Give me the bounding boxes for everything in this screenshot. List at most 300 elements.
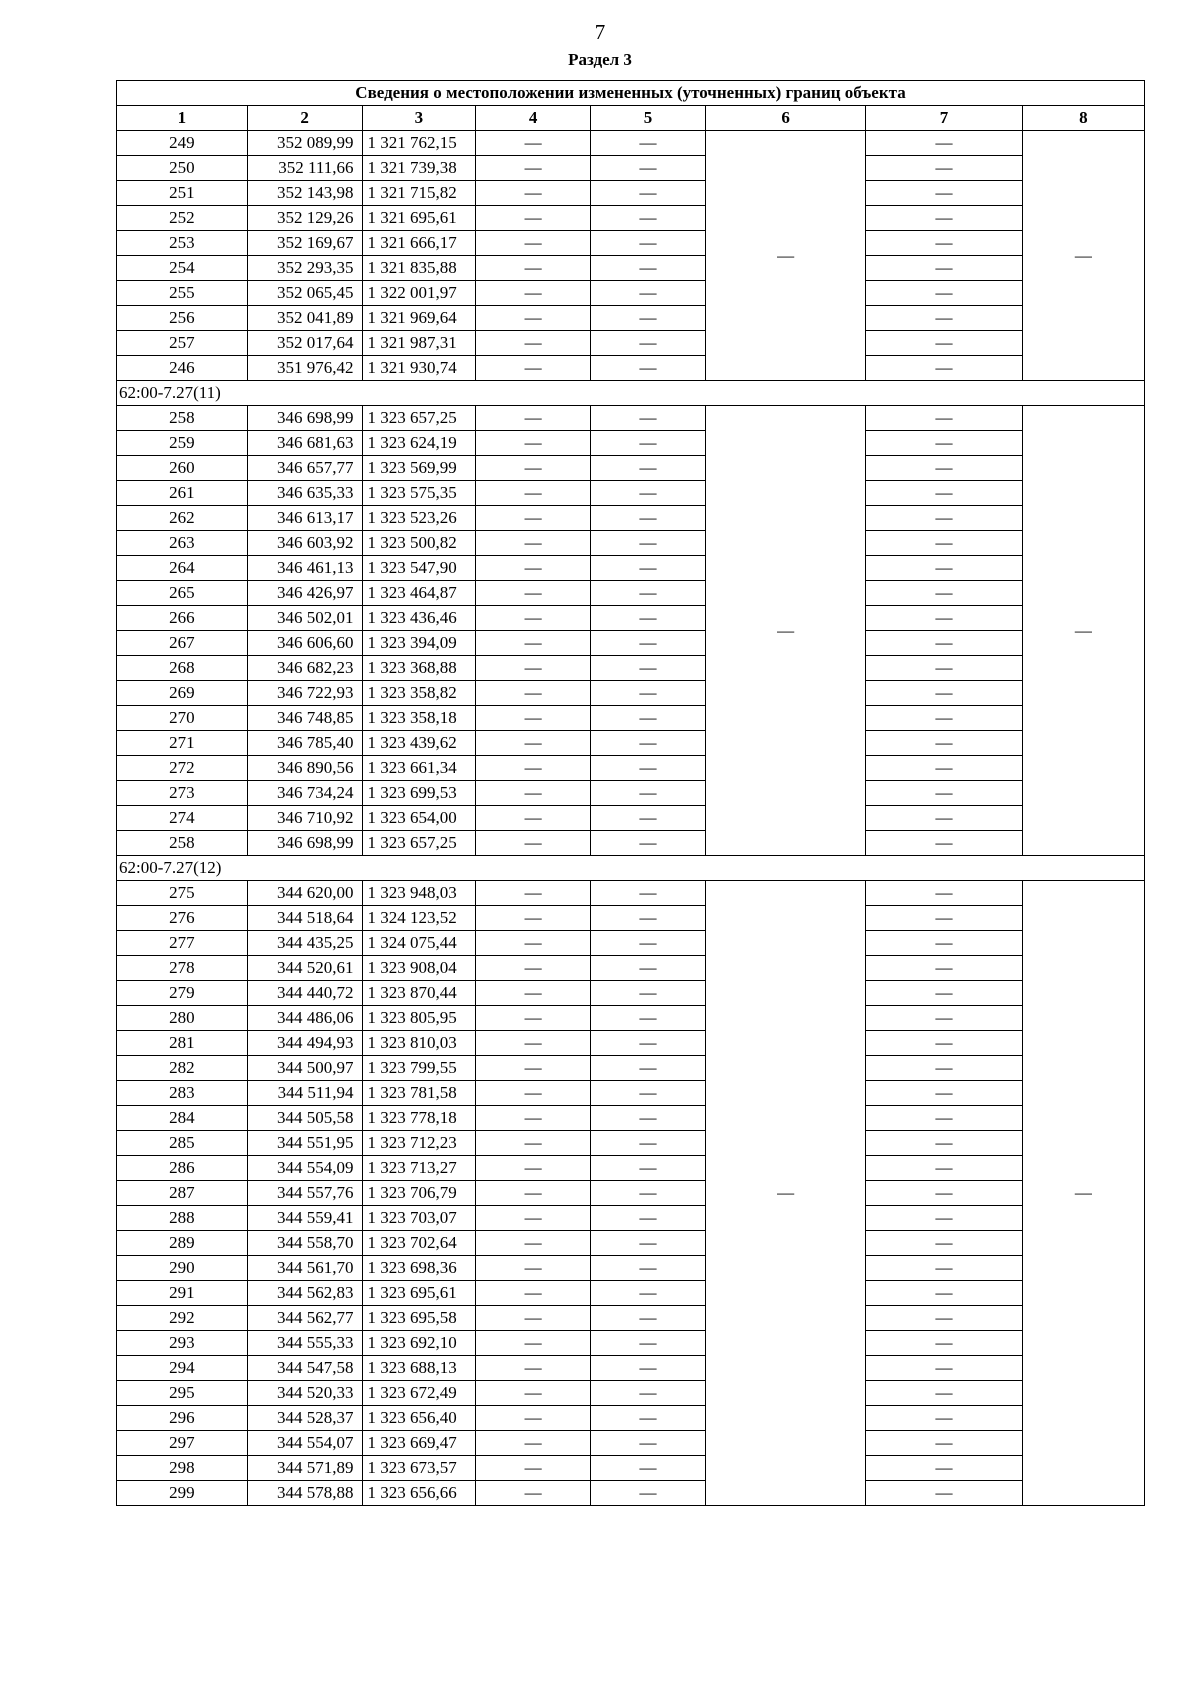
col-7-value: —: [866, 831, 1022, 856]
coordinate-y: 1 323 394,09: [362, 631, 476, 656]
col-4-value: —: [476, 1031, 591, 1056]
coordinate-y: 1 323 368,88: [362, 656, 476, 681]
col-4-value: —: [476, 356, 591, 381]
coordinate-x: 344 561,70: [247, 1256, 362, 1281]
coordinate-x: 346 502,01: [247, 606, 362, 631]
coordinate-x: 344 555,33: [247, 1331, 362, 1356]
col-7-value: —: [866, 1331, 1022, 1356]
col-7-value: —: [866, 656, 1022, 681]
coordinate-y: 1 322 001,97: [362, 281, 476, 306]
coordinate-x: 344 511,94: [247, 1081, 362, 1106]
col-5-value: —: [591, 456, 706, 481]
coordinate-y: 1 323 713,27: [362, 1156, 476, 1181]
col-4-value: —: [476, 581, 591, 606]
group-header-row: [117, 381, 1145, 406]
table-caption-row: [117, 81, 1145, 106]
point-number: 274: [117, 806, 248, 831]
col-7-value: —: [866, 706, 1022, 731]
col-7-value: —: [866, 531, 1022, 556]
col-7-value: —: [866, 906, 1022, 931]
coordinate-y: 1 323 661,34: [362, 756, 476, 781]
col-5-value: —: [591, 131, 706, 156]
col-7-value: —: [866, 931, 1022, 956]
table-row: [117, 1456, 1145, 1481]
coordinate-y: 1 323 781,58: [362, 1081, 476, 1106]
col-7-value: —: [866, 681, 1022, 706]
coordinate-y: 1 323 669,47: [362, 1431, 476, 1456]
column-header: 6: [705, 106, 866, 131]
col-4-value: —: [476, 1406, 591, 1431]
point-number: 269: [117, 681, 248, 706]
point-number: 293: [117, 1331, 248, 1356]
col-4-value: —: [476, 756, 591, 781]
col-5-value: —: [591, 706, 706, 731]
coordinate-y: 1 321 762,15: [362, 131, 476, 156]
col-4-value: —: [476, 1231, 591, 1256]
coordinate-x: 346 785,40: [247, 731, 362, 756]
coordinate-x: 346 682,23: [247, 656, 362, 681]
table-row: [117, 681, 1145, 706]
table-row: [117, 1006, 1145, 1031]
coordinate-x: 344 578,88: [247, 1481, 362, 1506]
col-6-value: —: [705, 406, 866, 856]
coordinate-y: 1 323 695,61: [362, 1281, 476, 1306]
table-row: [117, 981, 1145, 1006]
point-number: 261: [117, 481, 248, 506]
coordinate-x: 344 520,33: [247, 1381, 362, 1406]
point-number: 251: [117, 181, 248, 206]
col-4-value: —: [476, 1106, 591, 1131]
group-label: 62:00-7.27(11): [117, 381, 1145, 406]
column-header: 5: [591, 106, 706, 131]
col-5-value: —: [591, 1381, 706, 1406]
col-5-value: —: [591, 1231, 706, 1256]
col-5-value: —: [591, 631, 706, 656]
col-7-value: —: [866, 1381, 1022, 1406]
col-4-value: —: [476, 1081, 591, 1106]
coordinate-x: 344 557,76: [247, 1181, 362, 1206]
col-4-value: —: [476, 231, 591, 256]
point-number: 264: [117, 556, 248, 581]
coordinate-y: 1 324 075,44: [362, 931, 476, 956]
col-4-value: —: [476, 931, 591, 956]
col-7-value: —: [866, 1206, 1022, 1231]
point-number: 258: [117, 831, 248, 856]
coordinate-x: 346 734,24: [247, 781, 362, 806]
coordinate-y: 1 323 547,90: [362, 556, 476, 581]
col-7-value: —: [866, 356, 1022, 381]
section-title: Раздел 3: [568, 50, 632, 69]
col-5-value: —: [591, 831, 706, 856]
col-4-value: —: [476, 1381, 591, 1406]
col-4-value: —: [476, 1156, 591, 1181]
col-8-value: —: [1022, 881, 1144, 1506]
column-header: 4: [476, 106, 591, 131]
col-5-value: —: [591, 1081, 706, 1106]
col-7-value: —: [866, 1056, 1022, 1081]
coordinate-x: 352 111,66: [247, 156, 362, 181]
point-number: 297: [117, 1431, 248, 1456]
col-7-value: —: [866, 556, 1022, 581]
coordinate-y: 1 323 703,07: [362, 1206, 476, 1231]
col-5-value: —: [591, 1331, 706, 1356]
col-4-value: —: [476, 1356, 591, 1381]
coordinate-x: 352 089,99: [247, 131, 362, 156]
col-5-value: —: [591, 506, 706, 531]
point-number: 290: [117, 1256, 248, 1281]
table-row: [117, 1106, 1145, 1131]
col-8-value: —: [1022, 406, 1144, 856]
col-5-value: —: [591, 206, 706, 231]
table-row: [117, 281, 1145, 306]
coordinate-y: 1 321 695,61: [362, 206, 476, 231]
table-row: [117, 1131, 1145, 1156]
col-4-value: —: [476, 331, 591, 356]
coordinate-y: 1 323 500,82: [362, 531, 476, 556]
col-4-value: —: [476, 1456, 591, 1481]
point-number: 259: [117, 431, 248, 456]
coordinate-y: 1 323 656,66: [362, 1481, 476, 1506]
col-5-value: —: [591, 1181, 706, 1206]
coordinate-x: 346 603,92: [247, 531, 362, 556]
point-number: 255: [117, 281, 248, 306]
col-4-value: —: [476, 1281, 591, 1306]
col-4-value: —: [476, 1181, 591, 1206]
table-row: [117, 656, 1145, 681]
table-row: [117, 256, 1145, 281]
table-row: [117, 206, 1145, 231]
coordinate-x: 344 571,89: [247, 1456, 362, 1481]
col-4-value: —: [476, 481, 591, 506]
coordinate-x: 352 169,67: [247, 231, 362, 256]
col-4-value: —: [476, 1206, 591, 1231]
table-row: [117, 1156, 1145, 1181]
point-number: 286: [117, 1156, 248, 1181]
col-5-value: —: [591, 1306, 706, 1331]
col-7-value: —: [866, 231, 1022, 256]
coordinate-x: 344 620,00: [247, 881, 362, 906]
point-number: 288: [117, 1206, 248, 1231]
col-5-value: —: [591, 956, 706, 981]
col-5-value: —: [591, 156, 706, 181]
col-5-value: —: [591, 1431, 706, 1456]
col-5-value: —: [591, 531, 706, 556]
col-7-value: —: [866, 806, 1022, 831]
table-row: [117, 706, 1145, 731]
group-label: 62:00-7.27(12): [117, 856, 1145, 881]
col-4-value: —: [476, 531, 591, 556]
table-row: [117, 1256, 1145, 1281]
col-5-value: —: [591, 781, 706, 806]
coordinate-x: 346 722,93: [247, 681, 362, 706]
table-row: [117, 756, 1145, 781]
table-row: [117, 1331, 1145, 1356]
col-4-value: —: [476, 181, 591, 206]
point-number: 249: [117, 131, 248, 156]
coordinate-y: 1 323 436,46: [362, 606, 476, 631]
point-number: 258: [117, 406, 248, 431]
coordinate-x: 352 143,98: [247, 181, 362, 206]
coordinate-x: 346 635,33: [247, 481, 362, 506]
table-row: [117, 956, 1145, 981]
point-number: 275: [117, 881, 248, 906]
col-5-value: —: [591, 1006, 706, 1031]
table-row: [117, 1056, 1145, 1081]
coordinate-y: 1 323 698,36: [362, 1256, 476, 1281]
col-7-value: —: [866, 756, 1022, 781]
col-4-value: —: [476, 131, 591, 156]
coordinate-y: 1 321 739,38: [362, 156, 476, 181]
page-number: 7: [594, 20, 606, 44]
coordinate-y: 1 323 702,64: [362, 1231, 476, 1256]
coordinate-y: 1 321 715,82: [362, 181, 476, 206]
point-number: 252: [117, 206, 248, 231]
coordinate-y: 1 321 987,31: [362, 331, 476, 356]
col-7-value: —: [866, 406, 1022, 431]
coordinate-y: 1 321 835,88: [362, 256, 476, 281]
col-7-value: —: [866, 881, 1022, 906]
col-4-value: —: [476, 781, 591, 806]
table-row: [117, 806, 1145, 831]
table-row: [117, 456, 1145, 481]
coordinate-y: 1 323 657,25: [362, 406, 476, 431]
col-7-value: —: [866, 631, 1022, 656]
table-row: [117, 506, 1145, 531]
col-5-value: —: [591, 656, 706, 681]
col-7-value: —: [866, 581, 1022, 606]
col-4-value: —: [476, 1331, 591, 1356]
col-7-value: —: [866, 731, 1022, 756]
coordinate-x: 344 494,93: [247, 1031, 362, 1056]
col-5-value: —: [591, 1206, 706, 1231]
point-number: 294: [117, 1356, 248, 1381]
point-number: 265: [117, 581, 248, 606]
table-row: [117, 1481, 1145, 1506]
col-7-value: —: [866, 131, 1022, 156]
table-row: [117, 331, 1145, 356]
coordinate-x: 344 559,41: [247, 1206, 362, 1231]
coordinate-y: 1 323 439,62: [362, 731, 476, 756]
point-number: 284: [117, 1106, 248, 1131]
col-5-value: —: [591, 1131, 706, 1156]
point-number: 253: [117, 231, 248, 256]
point-number: 285: [117, 1131, 248, 1156]
col-5-value: —: [591, 1356, 706, 1381]
table-row: [117, 1181, 1145, 1206]
col-5-value: —: [591, 356, 706, 381]
col-4-value: —: [476, 1131, 591, 1156]
point-number: 254: [117, 256, 248, 281]
column-header: 3: [362, 106, 476, 131]
col-6-value: —: [705, 131, 866, 381]
col-4-value: —: [476, 556, 591, 581]
point-number: 291: [117, 1281, 248, 1306]
col-5-value: —: [591, 806, 706, 831]
coordinate-x: 344 528,37: [247, 1406, 362, 1431]
col-4-value: —: [476, 1431, 591, 1456]
col-7-value: —: [866, 481, 1022, 506]
coordinate-x: 344 518,64: [247, 906, 362, 931]
col-7-value: —: [866, 1481, 1022, 1506]
col-5-value: —: [591, 1031, 706, 1056]
col-7-value: —: [866, 431, 1022, 456]
coordinate-x: 346 698,99: [247, 406, 362, 431]
coordinate-x: 346 613,17: [247, 506, 362, 531]
col-4-value: —: [476, 831, 591, 856]
col-4-value: —: [476, 731, 591, 756]
table-row: [117, 356, 1145, 381]
col-5-value: —: [591, 681, 706, 706]
point-number: 273: [117, 781, 248, 806]
coordinate-y: 1 323 656,40: [362, 1406, 476, 1431]
table-caption: Сведения о местоположении измененных (уточненных) границ объекта: [117, 81, 1145, 106]
coordinate-x: 346 681,63: [247, 431, 362, 456]
coordinate-x: 344 554,09: [247, 1156, 362, 1181]
point-number: 282: [117, 1056, 248, 1081]
coordinate-x: 351 976,42: [247, 356, 362, 381]
col-5-value: —: [591, 331, 706, 356]
coordinate-y: 1 323 810,03: [362, 1031, 476, 1056]
column-header: 2: [247, 106, 362, 131]
col-6-value: —: [705, 881, 866, 1506]
coordinate-y: 1 323 948,03: [362, 881, 476, 906]
coordinate-y: 1 323 692,10: [362, 1331, 476, 1356]
col-7-value: —: [866, 1256, 1022, 1281]
col-5-value: —: [591, 1056, 706, 1081]
coordinate-y: 1 323 575,35: [362, 481, 476, 506]
col-5-value: —: [591, 1406, 706, 1431]
coordinate-y: 1 323 358,18: [362, 706, 476, 731]
col-5-value: —: [591, 1156, 706, 1181]
coordinate-y: 1 323 805,95: [362, 1006, 476, 1031]
col-4-value: —: [476, 981, 591, 1006]
point-number: 276: [117, 906, 248, 931]
point-number: 262: [117, 506, 248, 531]
col-7-value: —: [866, 1006, 1022, 1031]
coordinate-x: 352 017,64: [247, 331, 362, 356]
table-row: [117, 731, 1145, 756]
col-4-value: —: [476, 1006, 591, 1031]
col-5-value: —: [591, 981, 706, 1006]
col-7-value: —: [866, 781, 1022, 806]
table-row: [117, 831, 1145, 856]
col-4-value: —: [476, 806, 591, 831]
table-row: [117, 881, 1145, 906]
coordinate-x: 346 698,99: [247, 831, 362, 856]
col-7-value: —: [866, 256, 1022, 281]
group-header-row: [117, 856, 1145, 881]
point-number: 296: [117, 1406, 248, 1431]
point-number: 267: [117, 631, 248, 656]
boundary-coordinates-table: [116, 80, 1145, 1506]
coordinate-y: 1 323 799,55: [362, 1056, 476, 1081]
table-row: [117, 1406, 1145, 1431]
table-row: [117, 481, 1145, 506]
col-5-value: —: [591, 256, 706, 281]
column-header: 7: [866, 106, 1022, 131]
coordinate-y: 1 323 654,00: [362, 806, 476, 831]
coordinate-y: 1 323 464,87: [362, 581, 476, 606]
column-header: 8: [1022, 106, 1144, 131]
point-number: 279: [117, 981, 248, 1006]
coordinate-x: 346 426,97: [247, 581, 362, 606]
table-row: [117, 781, 1145, 806]
col-7-value: —: [866, 456, 1022, 481]
col-5-value: —: [591, 756, 706, 781]
coordinate-y: 1 323 778,18: [362, 1106, 476, 1131]
col-5-value: —: [591, 481, 706, 506]
coordinate-x: 344 551,95: [247, 1131, 362, 1156]
col-7-value: —: [866, 1156, 1022, 1181]
col-5-value: —: [591, 231, 706, 256]
point-number: 266: [117, 606, 248, 631]
table-row: [117, 1306, 1145, 1331]
col-5-value: —: [591, 606, 706, 631]
col-5-value: —: [591, 581, 706, 606]
coordinate-y: 1 323 672,49: [362, 1381, 476, 1406]
col-7-value: —: [866, 1081, 1022, 1106]
coordinate-x: 344 562,83: [247, 1281, 362, 1306]
col-4-value: —: [476, 1256, 591, 1281]
coordinate-y: 1 323 695,58: [362, 1306, 476, 1331]
table-row: [117, 431, 1145, 456]
coordinate-x: 344 520,61: [247, 956, 362, 981]
col-7-value: —: [866, 1231, 1022, 1256]
coordinate-x: 352 293,35: [247, 256, 362, 281]
coordinate-y: 1 321 666,17: [362, 231, 476, 256]
col-7-value: —: [866, 181, 1022, 206]
col-5-value: —: [591, 731, 706, 756]
coordinate-y: 1 323 699,53: [362, 781, 476, 806]
col-4-value: —: [476, 606, 591, 631]
coordinate-y: 1 323 657,25: [362, 831, 476, 856]
table-row: [117, 1431, 1145, 1456]
table-row: [117, 906, 1145, 931]
coordinate-x: 346 710,92: [247, 806, 362, 831]
table-row: [117, 181, 1145, 206]
point-number: 263: [117, 531, 248, 556]
col-7-value: —: [866, 331, 1022, 356]
table-row: [117, 131, 1145, 156]
point-number: 268: [117, 656, 248, 681]
table-row: [117, 531, 1145, 556]
col-5-value: —: [591, 1256, 706, 1281]
col-7-value: —: [866, 1406, 1022, 1431]
coordinate-y: 1 323 673,57: [362, 1456, 476, 1481]
table-row: [117, 406, 1145, 431]
col-4-value: —: [476, 406, 591, 431]
point-number: 271: [117, 731, 248, 756]
col-7-value: —: [866, 156, 1022, 181]
coordinate-y: 1 321 969,64: [362, 306, 476, 331]
col-7-value: —: [866, 1356, 1022, 1381]
point-number: 257: [117, 331, 248, 356]
table-row: [117, 1206, 1145, 1231]
col-4-value: —: [476, 631, 591, 656]
table-row: [117, 306, 1145, 331]
coordinate-x: 344 562,77: [247, 1306, 362, 1331]
col-7-value: —: [866, 1456, 1022, 1481]
coordinate-y: 1 324 123,52: [362, 906, 476, 931]
table-row: [117, 556, 1145, 581]
coordinate-x: 346 461,13: [247, 556, 362, 581]
point-number: 298: [117, 1456, 248, 1481]
point-number: 289: [117, 1231, 248, 1256]
column-header-row: [117, 106, 1145, 131]
col-7-value: —: [866, 1131, 1022, 1156]
column-header: 1: [117, 106, 248, 131]
col-5-value: —: [591, 881, 706, 906]
